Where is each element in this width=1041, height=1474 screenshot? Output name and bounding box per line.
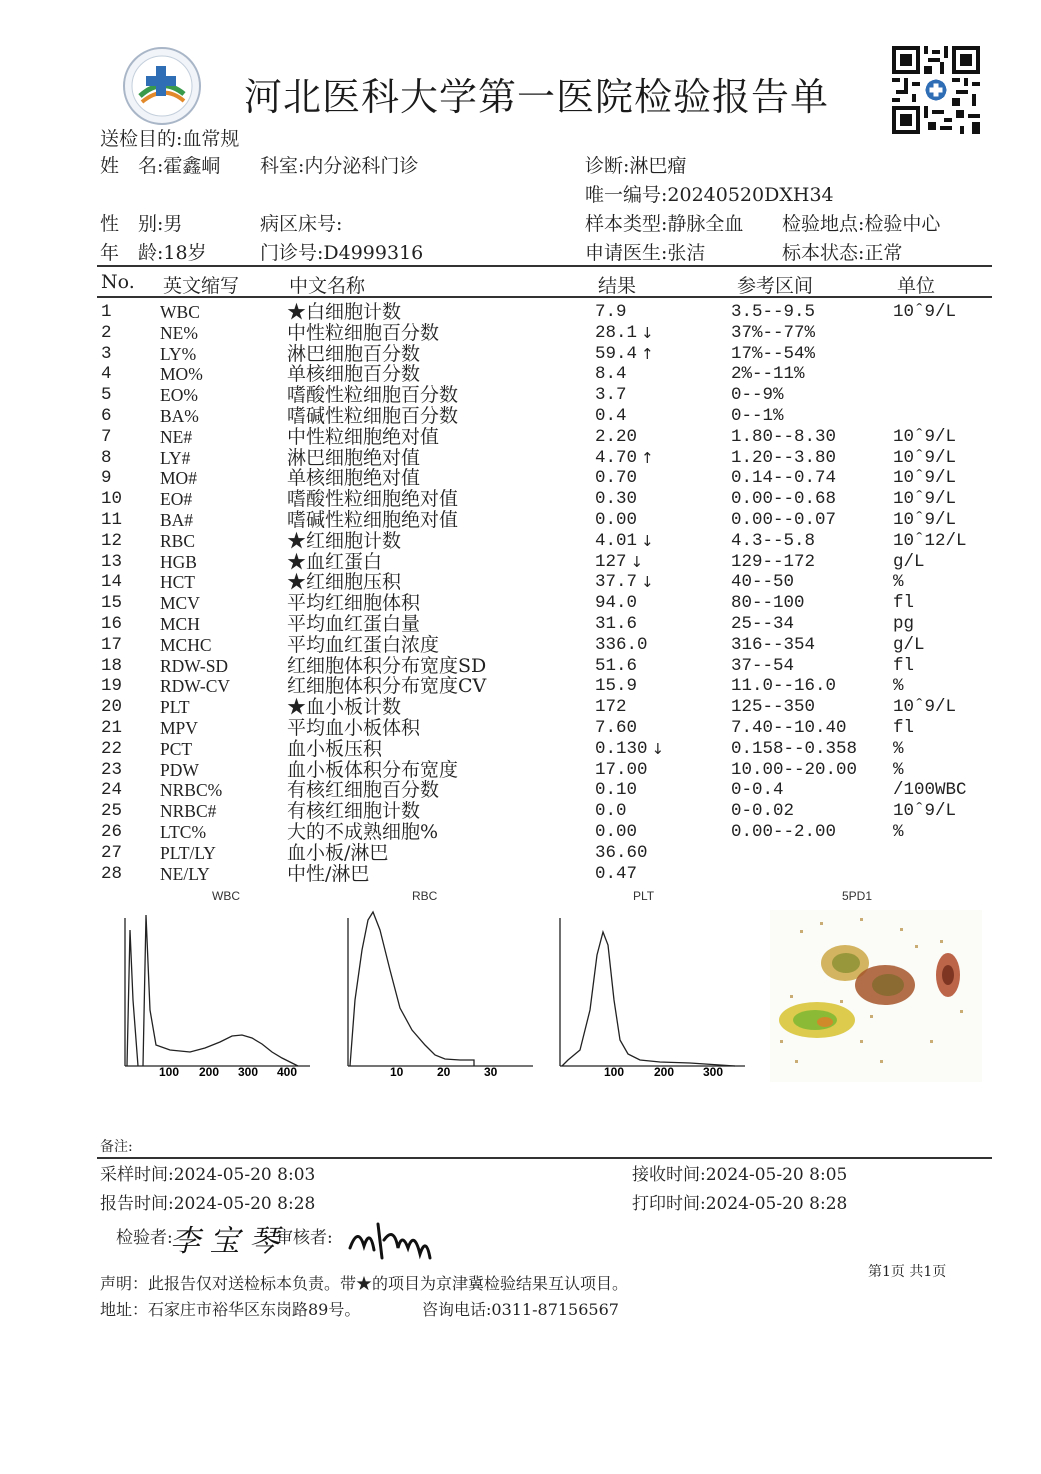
unique-id: 唯一编号:20240520DXH34 <box>585 184 834 206</box>
plt-tick-label: 200 <box>654 1065 675 1079</box>
cell-no: 6 <box>101 406 112 426</box>
cell-abbrev: PCT <box>160 738 193 759</box>
hospital-logo-icon <box>122 46 202 126</box>
cell-name: 有核红细胞百分数 <box>287 779 440 802</box>
qr-code-icon <box>892 46 980 134</box>
cell-flag-icon: ↓ <box>651 739 665 758</box>
cell-reference: 0.00--0.68 <box>731 489 837 510</box>
phone: 咨询电话:0311-87156567 <box>422 1300 619 1319</box>
cell-abbrev: MO% <box>160 364 203 385</box>
col-header-en: 英文缩写 <box>163 275 240 297</box>
table-row <box>0 302 1041 323</box>
table-row <box>0 364 1041 385</box>
cell-abbrev: LY# <box>160 447 191 468</box>
sample-status: 标本状态:正常 <box>782 242 903 264</box>
cell-name: ★红细胞压积 <box>287 571 402 594</box>
cell-flag-icon: ↑ <box>641 344 654 363</box>
report-title: 河北医科大学第一医院检验报告单 <box>244 75 830 119</box>
cell-reference: 11.0--16.0 <box>731 676 837 697</box>
cell-result: 31.6 <box>595 614 638 634</box>
cell-result: 37.7 <box>595 572 638 593</box>
cell-no: 1 <box>101 302 112 322</box>
cell-no: 17 <box>101 634 123 655</box>
cell-name: 平均血红蛋白浓度 <box>287 633 440 656</box>
cell-reference: 0.00--0.07 <box>731 510 837 530</box>
cell-name: 红细胞体积分布宽度CV <box>287 675 487 698</box>
cell-abbrev: PLT/LY <box>160 842 216 863</box>
cell-name: 嗜碱性粒细胞百分数 <box>287 405 459 427</box>
cell-result: 4.70 <box>595 447 638 468</box>
table-row <box>0 489 1041 510</box>
table-row <box>0 801 1041 822</box>
cell-unit: g/L <box>893 551 925 572</box>
cell-flag-icon: ↓ <box>641 531 654 550</box>
cell-unit: pg <box>893 614 915 634</box>
cell-reference: 0--1% <box>731 406 784 426</box>
requesting-doctor: 申请医生:张洁 <box>585 242 706 264</box>
cell-unit: /100WBC <box>893 780 967 801</box>
cell-name: 淋巴细胞百分数 <box>287 342 421 365</box>
cell-no: 10 <box>101 489 123 510</box>
cell-abbrev: EO# <box>160 489 193 510</box>
cell-reference: 7.40--10.40 <box>731 718 847 738</box>
cell-abbrev: NE% <box>160 322 198 343</box>
cell-result: 172 <box>595 697 627 718</box>
cell-result: 3.7 <box>595 385 627 406</box>
cell-name: 嗜碱性粒细胞绝对值 <box>287 509 459 531</box>
reviewer-label: 审核者: <box>276 1228 333 1248</box>
cell-reference: 1.20--3.80 <box>731 447 837 468</box>
cell-unit: 10ˆ12/L <box>893 530 967 551</box>
cell-unit: % <box>893 822 904 842</box>
rbc-tick-label: 30 <box>484 1065 498 1079</box>
cell-name: 嗜酸性粒细胞绝对值 <box>287 488 459 511</box>
cell-name: 红细胞体积分布宽度SD <box>287 654 487 677</box>
rbc-tick-label: 10 <box>390 1065 404 1079</box>
cell-result: 59.4 <box>595 343 638 364</box>
table-row <box>0 448 1041 469</box>
cell-abbrev: MCHC <box>160 634 212 655</box>
diagnosis: 诊断:淋巴瘤 <box>585 155 687 177</box>
table-row <box>0 697 1041 718</box>
print-time: 打印时间:2024-05-20 8:28 <box>632 1194 848 1214</box>
sample-time: 采样时间:2024-05-20 8:03 <box>100 1165 316 1185</box>
test-location: 检验地点:检验中心 <box>782 213 941 235</box>
cell-abbrev: NRBC% <box>160 780 223 801</box>
cell-unit: 10ˆ9/L <box>893 468 957 489</box>
col-header-unit: 单位 <box>897 275 936 297</box>
table-row <box>0 656 1041 677</box>
cell-name: ★红细胞计数 <box>287 529 402 552</box>
cell-name: 血小板体积分布宽度 <box>287 758 459 781</box>
rbc-histogram <box>348 912 533 1079</box>
cell-result: 336.0 <box>595 634 648 655</box>
cell-unit: % <box>893 676 904 697</box>
cell-unit: fl <box>893 593 915 614</box>
rbc-histogram-label: RBC <box>412 889 438 903</box>
wbc-tick-label: 300 <box>238 1065 259 1079</box>
cell-reference: 40--50 <box>731 572 795 593</box>
test-item: 送检目的:血常规 <box>100 128 240 150</box>
cell-no: 8 <box>101 447 112 468</box>
cell-result: 0.00 <box>595 822 638 842</box>
col-header-no: No. <box>101 271 135 293</box>
cell-no: 22 <box>101 738 123 759</box>
cell-result: 0.47 <box>595 863 638 884</box>
cell-unit: 10ˆ9/L <box>893 426 957 447</box>
cell-no: 21 <box>101 718 123 738</box>
cell-reference: 125--350 <box>731 697 816 718</box>
cell-name: 淋巴细胞绝对值 <box>287 446 421 469</box>
table-row <box>0 843 1041 864</box>
cell-name: 血小板压积 <box>287 737 383 760</box>
cell-reference: 80--100 <box>731 593 805 614</box>
cell-unit: 10ˆ9/L <box>893 302 957 322</box>
cell-unit: % <box>893 759 904 780</box>
cell-abbrev: RDW-CV <box>160 676 230 697</box>
table-header-divider <box>97 296 992 298</box>
plt-tick-labels <box>604 1065 723 1079</box>
department: 科室:内分泌科门诊 <box>260 155 419 177</box>
cell-abbrev: MPV <box>160 718 198 738</box>
page-indicator: 第1页 共1页 <box>868 1264 947 1280</box>
cell-abbrev: EO% <box>160 385 198 406</box>
table-row <box>0 427 1041 448</box>
cell-name: 中性粒细胞绝对值 <box>287 425 440 448</box>
wbc-tick-label: 100 <box>159 1065 180 1079</box>
patient-sex: 性 别:男 <box>100 213 183 235</box>
cell-result: 94.0 <box>595 593 638 614</box>
cell-reference: 3.5--9.5 <box>731 302 816 322</box>
cell-abbrev: RBC <box>160 530 196 551</box>
table-row <box>0 760 1041 781</box>
table-row <box>0 822 1041 843</box>
cell-name: 大的不成熟细胞% <box>287 821 439 843</box>
cell-abbrev: PDW <box>160 759 199 780</box>
cell-reference: 17%--54% <box>731 343 816 364</box>
cell-reference: 25--34 <box>731 614 795 634</box>
cell-abbrev: LTC% <box>160 822 207 842</box>
cell-reference: 0-0.02 <box>731 801 795 822</box>
cell-abbrev: HGB <box>160 551 197 572</box>
cell-reference: 0.00--2.00 <box>731 822 837 842</box>
address: 地址：石家庄市裕华区东岗路89号。 <box>100 1300 361 1319</box>
plt-tick-label: 100 <box>604 1065 625 1079</box>
remark-label: 备注: <box>100 1139 133 1155</box>
cell-no: 19 <box>101 676 123 697</box>
table-row <box>0 739 1041 760</box>
col-header-cn: 中文名称 <box>289 275 366 297</box>
cell-reference: 0--9% <box>731 385 784 406</box>
inspector-label: 检验者: <box>116 1228 173 1248</box>
cell-abbrev: RDW-SD <box>160 655 229 676</box>
table-row <box>0 864 1041 885</box>
cell-no: 9 <box>101 468 112 489</box>
receive-time: 接收时间:2024-05-20 8:05 <box>632 1165 848 1185</box>
cell-abbrev: BA% <box>160 406 199 426</box>
cell-unit: 10ˆ9/L <box>893 510 957 530</box>
cell-result: 0.00 <box>595 510 638 530</box>
cell-name: 平均红细胞体积 <box>287 592 421 615</box>
cell-result: 2.20 <box>595 426 638 447</box>
cell-abbrev: HCT <box>160 572 195 593</box>
cell-no: 3 <box>101 343 112 364</box>
cell-abbrev: MCH <box>160 614 200 634</box>
cell-result: 28.1 <box>595 322 638 343</box>
cell-name: 平均血小板体积 <box>287 717 421 739</box>
cell-unit: fl <box>893 718 915 738</box>
cell-abbrev: MCV <box>160 593 200 614</box>
cell-no: 14 <box>101 572 123 593</box>
cell-reference: 10.00--20.00 <box>731 759 858 780</box>
report-time: 报告时间:2024-05-20 8:28 <box>100 1194 316 1214</box>
cell-no: 16 <box>101 614 123 634</box>
cell-abbrev: BA# <box>160 510 194 530</box>
scatter-plot <box>770 910 982 1082</box>
cell-name: 单核细胞百分数 <box>287 363 421 386</box>
cell-no: 27 <box>101 842 123 863</box>
table-row <box>0 344 1041 365</box>
cell-result: 0.10 <box>595 780 638 801</box>
cell-name: ★血小板计数 <box>287 696 402 719</box>
cell-flag-icon: ↓ <box>641 323 654 342</box>
cell-name: ★白细胞计数 <box>287 301 402 323</box>
plt-histogram-label: PLT <box>633 889 655 903</box>
cell-flag-icon: ↓ <box>630 552 644 571</box>
cell-name: ★血红蛋白 <box>287 550 383 573</box>
wbc-histogram-label: WBC <box>212 889 240 903</box>
ward-bed: 病区床号: <box>260 213 343 235</box>
cell-unit: % <box>893 572 904 593</box>
patient-name: 姓 名:霍鑫峒 <box>100 155 221 177</box>
table-row <box>0 780 1041 801</box>
wbc-histogram <box>125 915 310 1079</box>
cell-name: 单核细胞绝对值 <box>287 467 421 490</box>
cell-reference: 316--354 <box>731 634 816 655</box>
cell-reference: 37--54 <box>731 655 795 676</box>
cell-no: 18 <box>101 655 123 676</box>
cell-reference: 4.3--5.8 <box>731 530 816 551</box>
table-row <box>0 406 1041 427</box>
cell-unit: 10ˆ9/L <box>893 801 957 822</box>
cell-result: 0.0 <box>595 801 627 822</box>
footer-top-divider <box>97 1157 992 1159</box>
cell-no: 24 <box>101 780 123 801</box>
histogram-panel <box>0 900 1041 1090</box>
col-header-ref: 参考区间 <box>737 275 814 297</box>
cell-no: 11 <box>101 510 123 530</box>
cell-result: 0.130 <box>595 738 648 759</box>
col-header-result: 结果 <box>598 275 637 297</box>
cell-no: 5 <box>101 385 112 406</box>
table-row <box>0 385 1041 406</box>
cell-result: 17.00 <box>595 759 648 780</box>
cell-result: 4.01 <box>595 530 638 551</box>
cell-name: 血小板/淋巴 <box>287 841 389 864</box>
cell-no: 15 <box>101 593 123 614</box>
cell-result: 7.60 <box>595 718 638 738</box>
cell-reference: 0-0.4 <box>731 780 784 801</box>
table-row <box>0 531 1041 552</box>
cell-reference: 0.158--0.358 <box>731 738 858 759</box>
cell-name: 中性/淋巴 <box>287 862 370 885</box>
cell-abbrev: MO# <box>160 468 197 489</box>
cell-reference: 0.14--0.74 <box>731 468 837 489</box>
cell-no: 7 <box>101 426 112 447</box>
table-row <box>0 718 1041 739</box>
qr-code[interactable] <box>892 46 980 134</box>
table-row <box>0 572 1041 593</box>
cell-flag-icon: ↑ <box>641 448 654 467</box>
cell-no: 4 <box>101 364 112 385</box>
cell-reference: 129--172 <box>731 551 816 572</box>
cell-name: 中性粒细胞百分数 <box>287 321 440 344</box>
outpatient-no: 门诊号:D4999316 <box>260 242 424 264</box>
wbc-tick-label: 400 <box>277 1065 298 1079</box>
cell-abbrev: PLT <box>160 697 190 718</box>
patient-age: 年 龄:18岁 <box>100 242 207 264</box>
table-top-divider <box>97 265 992 267</box>
hospital-logo <box>122 46 202 126</box>
cell-result: 8.4 <box>595 364 627 385</box>
table-row <box>0 552 1041 573</box>
cell-result: 36.60 <box>595 842 648 863</box>
cell-abbrev: LY% <box>160 343 197 364</box>
table-row <box>0 468 1041 489</box>
cell-reference: 37%--77% <box>731 322 816 343</box>
cell-abbrev: NE# <box>160 426 193 447</box>
cell-no: 23 <box>101 759 123 780</box>
cell-flag-icon: ↓ <box>641 573 654 592</box>
reviewer-signature-icon <box>344 1218 439 1262</box>
cell-name: 有核红细胞计数 <box>287 800 421 823</box>
cell-reference: 2%--11% <box>731 364 805 385</box>
rbc-tick-labels <box>390 1065 498 1079</box>
wbc-tick-label: 200 <box>199 1065 220 1079</box>
cell-abbrev: WBC <box>160 302 200 322</box>
table-row <box>0 323 1041 344</box>
cell-unit: 10ˆ9/L <box>893 697 957 718</box>
plt-tick-label: 300 <box>703 1065 724 1079</box>
plt-histogram <box>560 918 745 1079</box>
cell-unit: fl <box>893 655 915 676</box>
cell-unit: 10ˆ9/L <box>893 447 957 468</box>
cell-no: 26 <box>101 822 123 842</box>
cell-unit: 10ˆ9/L <box>893 489 957 510</box>
cell-unit: g/L <box>893 634 925 655</box>
cell-name: 嗜酸性粒细胞百分数 <box>287 384 459 407</box>
statement: 声明：此报告仅对送检标本负责。带★的项目为京津冀检验结果互认项目。 <box>100 1274 629 1293</box>
cell-abbrev: NE/LY <box>160 863 210 884</box>
table-row <box>0 510 1041 531</box>
cell-no: 28 <box>101 863 123 884</box>
sample-type: 样本类型:静脉全血 <box>585 213 744 235</box>
cell-result: 127 <box>595 551 627 572</box>
rbc-tick-label: 20 <box>437 1065 451 1079</box>
inspector-signature: 李 宝 琴 <box>170 1224 280 1259</box>
cell-result: 0.30 <box>595 489 638 510</box>
cell-no: 25 <box>101 801 123 822</box>
cell-no: 2 <box>101 322 112 343</box>
table-row <box>0 676 1041 697</box>
cell-name: 平均血红蛋白量 <box>287 613 421 635</box>
cell-unit: % <box>893 738 904 759</box>
table-row <box>0 593 1041 614</box>
cell-abbrev: NRBC# <box>160 801 217 822</box>
table-row <box>0 614 1041 635</box>
cell-no: 13 <box>101 551 123 572</box>
cell-result: 0.70 <box>595 468 638 489</box>
cell-result: 7.9 <box>595 302 627 322</box>
cell-reference: 1.80--8.30 <box>731 426 837 447</box>
table-row <box>0 635 1041 656</box>
cell-result: 15.9 <box>595 676 638 697</box>
cell-no: 20 <box>101 697 123 718</box>
cell-result: 51.6 <box>595 655 638 676</box>
cell-no: 12 <box>101 530 123 551</box>
scatter-label: 5PD1 <box>842 889 873 903</box>
cell-result: 0.4 <box>595 406 627 426</box>
wbc-tick-labels <box>159 1065 297 1079</box>
